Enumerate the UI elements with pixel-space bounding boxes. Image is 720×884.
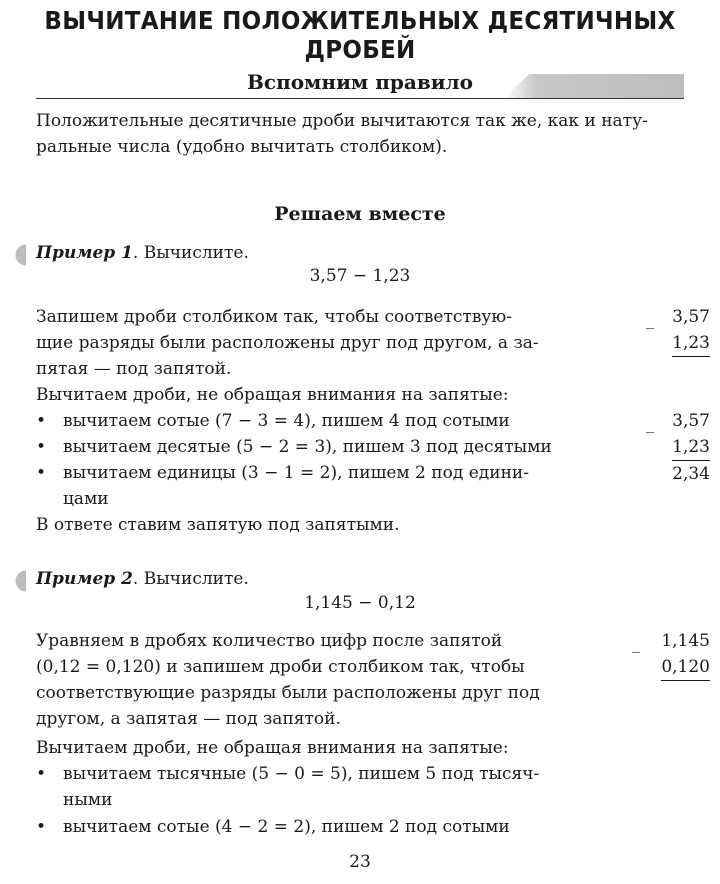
subtrahend: 0,120 — [661, 654, 710, 681]
minus-sign: _ — [632, 634, 640, 653]
difference: 2,34 — [672, 464, 710, 484]
bullet-text: вычитаем сотые (4 − 2 = 2), пишем 2 под сотыми — [63, 817, 510, 837]
example2-label — [36, 569, 249, 589]
minuend: 3,57 — [672, 307, 710, 327]
example1-label — [36, 243, 249, 263]
example1-instruction: . Вычислите. — [132, 243, 249, 263]
paragraph-line: пятая — под запятой. — [36, 359, 232, 379]
example1-column-subtraction-2 — [610, 408, 710, 488]
together-heading: Решаем вместе — [274, 203, 446, 225]
paragraph-line: соответствующие разряды были расположены друг под — [36, 683, 540, 703]
bullet-dot: • — [36, 463, 47, 483]
paragraph-line: (0,12 = 0,120) и запишем дроби столбиком так, чтобы — [36, 657, 525, 677]
recall-line: Положительные десятичные дроби вычитаются так же, как и нату- — [36, 111, 648, 131]
paragraph-line: Уравняем в дробях количество цифр после запятой — [36, 631, 503, 651]
subtrahend: 1,23 — [672, 330, 710, 357]
minus-sign: _ — [646, 414, 654, 433]
bullet-text: вычитаем десятые (5 − 2 = 3), пишем 3 под десятыми — [63, 437, 552, 457]
bullet-dot: • — [36, 437, 47, 457]
example1-expression: 3,57 − 1,23 — [309, 266, 411, 286]
paragraph-line: другом, а запятая — под запятой. — [36, 709, 341, 729]
example1-column-subtraction-1 — [610, 304, 710, 364]
bullet-dot: • — [36, 764, 47, 784]
example2-bullet — [36, 814, 616, 840]
example1-title: Пример 1 — [36, 243, 133, 263]
minuend: 3,57 — [672, 411, 710, 431]
example1-intro: Вычитаем дроби, не обращая внимания на запятые: — [36, 385, 509, 405]
example-marker-icon — [8, 244, 26, 266]
example2-column-subtraction — [610, 628, 710, 688]
bullet-text: вычитаем тысячные (5 − 0 = 5), пишем 5 под тысяч- — [63, 764, 540, 784]
paragraph-line: щие разряды были расположены друг под другом, а за- — [36, 333, 539, 353]
bullet-dot: • — [36, 411, 47, 431]
example-marker-icon — [8, 570, 26, 592]
example1-paragraph — [36, 304, 596, 382]
bullet-text: ными — [63, 790, 113, 810]
minuend: 1,145 — [661, 631, 710, 651]
bullet-text: цами — [63, 489, 109, 509]
example2-paragraph — [36, 628, 606, 732]
bullet-text: вычитаем сотые (7 − 3 = 4), пишем 4 под сотыми — [63, 411, 510, 431]
example1-bullet — [36, 460, 616, 512]
recall-line: ральные числа (удобно вычитать столбиком). — [36, 137, 448, 157]
recall-heading: Вспомним правило — [247, 70, 473, 94]
subtrahend: 1,23 — [672, 434, 710, 461]
example2-expression: 1,145 − 0,12 — [304, 593, 416, 613]
example2-title: Пример 2 — [36, 569, 133, 589]
page-title: ВЫЧИТАНИЕ ПОЛОЖИТЕЛЬНЫХ ДЕСЯТИЧНЫХ ДРОБЕЙ — [44, 6, 676, 64]
page-number: 23 — [349, 852, 371, 872]
example1-bullet — [36, 434, 616, 460]
bullet-text: вычитаем единицы (3 − 1 = 2), пишем 2 под едини- — [63, 463, 529, 483]
recall-rule-text — [36, 108, 696, 160]
bullet-dot: • — [36, 817, 47, 837]
example2-instruction: . Вычислите. — [132, 569, 249, 589]
minus-sign: _ — [646, 310, 654, 329]
example1-bullet — [36, 408, 616, 434]
example2-intro: Вычитаем дроби, не обращая внимания на запятые: — [36, 738, 509, 758]
paragraph-line: Запишем дроби столбиком так, чтобы соответствую- — [36, 307, 512, 327]
example2-bullet — [36, 761, 616, 813]
example1-conclusion: В ответе ставим запятую под запятыми. — [36, 515, 400, 535]
